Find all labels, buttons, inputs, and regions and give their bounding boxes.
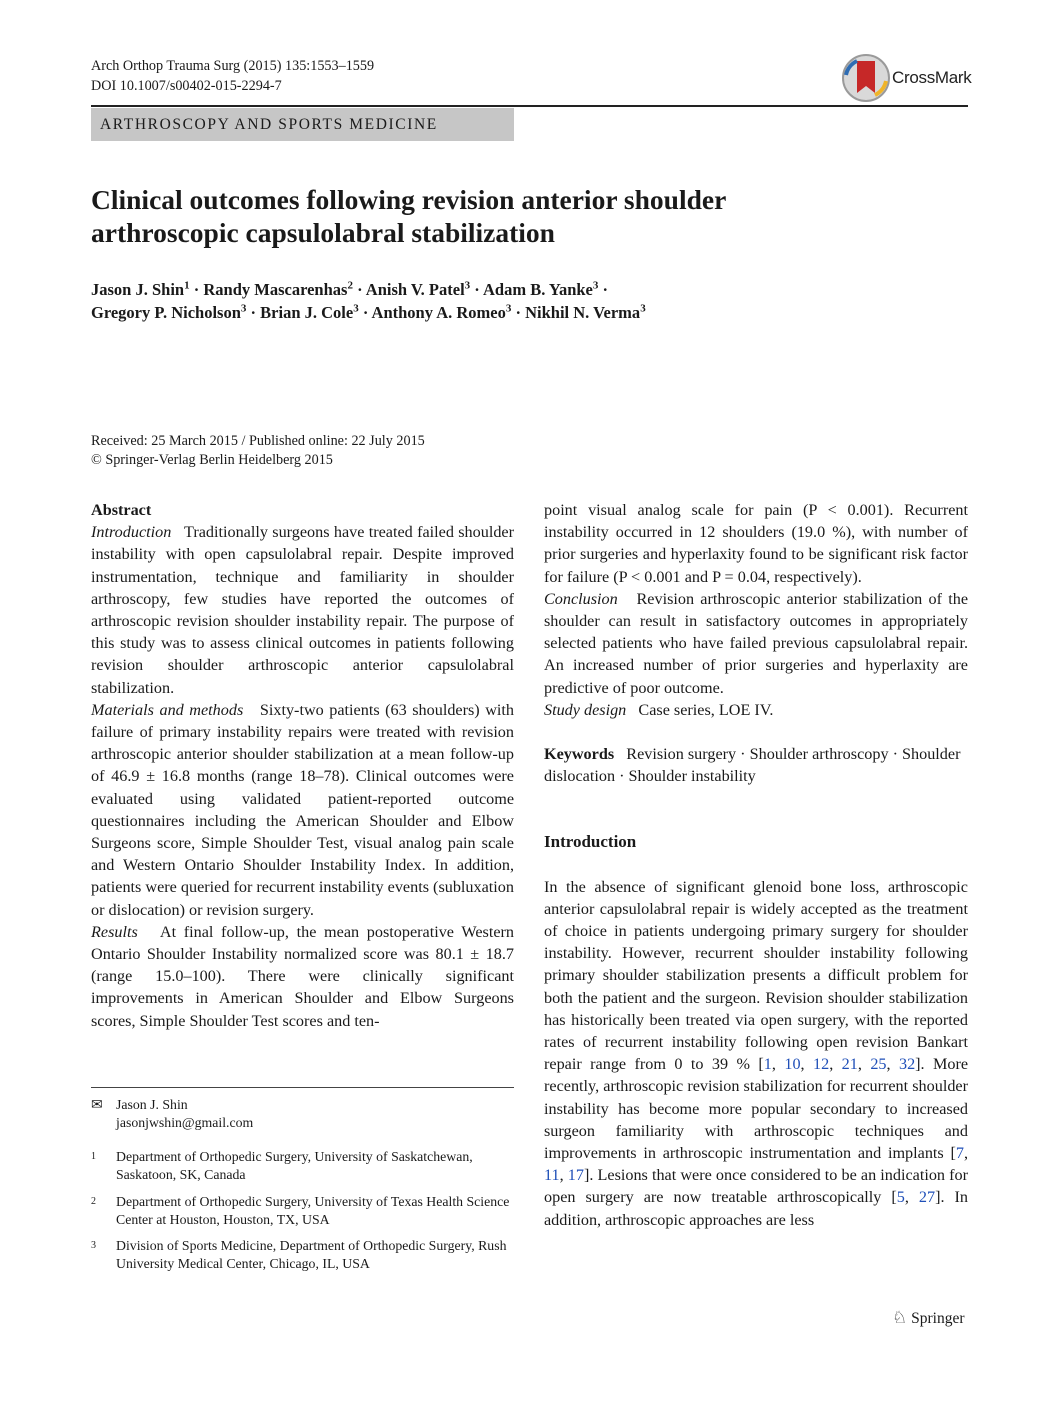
crossmark-label: CrossMark (892, 68, 972, 87)
received-date: Received: 25 March 2015 / Published online: 22 July 2015 (91, 433, 425, 449)
citation-link[interactable]: 5 (896, 1188, 905, 1207)
right-column (544, 499, 968, 1231)
abstract-left-column (91, 499, 514, 1032)
springer-horse-icon: ♘ (892, 1308, 908, 1327)
methods-label: Materials and methods (91, 700, 244, 719)
citation-link[interactable]: 21 (841, 1055, 858, 1074)
keywords-label: Keywords (544, 745, 615, 764)
author-affiliation-mark: 3 (592, 279, 599, 292)
affiliation-3 (0, 1237, 520, 1277)
citation-link[interactable]: 32 (898, 1055, 916, 1074)
citation-link[interactable]: 11 (544, 1166, 560, 1185)
author-affiliation-mark: 3 (505, 302, 512, 314)
author-affiliation-mark: 3 (464, 279, 471, 292)
keywords (544, 743, 968, 787)
header-rule (91, 105, 968, 107)
publication-dates (91, 432, 425, 470)
study-design-label: Study design (544, 700, 627, 719)
author-affiliation-mark: 3 (353, 302, 359, 314)
author-affiliation-mark: 1 (184, 279, 190, 292)
section-label: ARTHROSCOPY AND SPORTS MEDICINE (91, 108, 514, 141)
author-name[interactable]: Gregory P. Nicholson (91, 302, 241, 322)
publisher-logo (892, 1308, 965, 1328)
introduction-text: ]. More recently, arthroscopic revision stabilization for recurrent shoulder instability has become more popular secondary to increased surgeon familiarity with arthroscopic techniques and improvements in arthroscopic instrumentation and implants [ (544, 1055, 969, 1163)
citation-link[interactable]: 10 (784, 1055, 801, 1074)
envelope-icon: ✉ (91, 1098, 103, 1113)
results-label: Results (91, 922, 138, 941)
footnote-rule (91, 1087, 514, 1088)
affiliation-1 (0, 1148, 520, 1188)
author-affiliation-mark: 2 (347, 279, 353, 292)
contact-email[interactable]: jasonjwshin@gmail.com (116, 1115, 254, 1130)
results-continued: point visual analog scale for pain (P < 0.001). Recurrent instability occurred in 12 shoulders (19.0 %), with number of prior surgeries and hyperlaxity found to be significant risk factor for failure (P < 0.001 and P = 0.04, respectively). (544, 501, 968, 586)
abstract-conclusion (544, 588, 968, 699)
affiliation-text: Department of Orthopedic Surgery, University of Saskatchewan, Saskatoon, SK, Canada (116, 1149, 473, 1182)
citation-link[interactable]: 7 (955, 1144, 964, 1163)
author-name[interactable]: Anish V. Patel (365, 280, 465, 299)
copyright-notice: © Springer-Verlag Berlin Heidelberg 2015 (91, 452, 333, 468)
study-design-text: Case series, LOE IV. (638, 700, 774, 719)
introduction-heading: Introduction (544, 832, 637, 852)
affiliation-text: Division of Sports Medicine, Department of Orthopedic Surgery, Rush University Medical Center, Chicago, IL, USA (116, 1238, 507, 1271)
author-name[interactable]: Jason J. Shin (91, 280, 185, 299)
citation-link[interactable]: 12 (813, 1055, 830, 1074)
citation-link[interactable]: 25 (870, 1055, 887, 1074)
citation-link[interactable]: 1 (763, 1055, 772, 1074)
author-name[interactable]: Anthony A. Romeo (371, 302, 506, 322)
methods-text: Sixty-two patients (63 shoulders) with failure of primary instability repairs were treated with revision arthroscopic anterior shoulder stabilization at a mean follow-up of 46.9 ± 16.8 months (range 18–78). Clinical outcomes were evaluated using validated patient-reported outcome questionnaires including the American Shoulder and Elbow Surgeons score, Simple Shoulder Test, visual analog pain scale and Western Ontario Shoulder Instability Index. In addition, patients were queried for recurrent instability events (subluxation or dislocation) or revision surgery. (91, 700, 515, 919)
results-text: At final follow-up, the mean postoperative Western Ontario Shoulder Instability normalized score was 80.1 ± 18.7 (range 15.0–100). There were clinically significant improvements in American Shoulder and Elbow Surgeons scores, Simple Shoulder Test scores and ten- (91, 922, 514, 1030)
contact-name: Jason J. Shin (116, 1097, 188, 1112)
introduction-text: Traditionally surgeons have treated failed shoulder instability with open capsulolabral repair. Despite improved instrumentation, technique and familiarity in shoulder arthroscopy, few studies have reported the outcomes of arthroscopic revision shoulder instability repair. The purpose of this study was to assess clinical outcomes in patients following revision shoulder arthroscopic anterior capsulolabral stabilization. (91, 523, 514, 697)
journal-line: Arch Orthop Trauma Surg (2015) 135:1553–1559 (91, 58, 375, 74)
affiliation-2 (0, 1193, 520, 1233)
author-affiliation-mark: 3 (240, 302, 247, 314)
affiliation-text: Department of Orthopedic Surgery, University of Texas Health Science Center at Houston, Houston, TX, USA (116, 1194, 510, 1227)
conclusion-text: Revision arthroscopic anterior stabilization of the shoulder can result in satisfactory outcomes in appropriately selected patients who have failed previous capsulolabral repair. An increased number of prior surgeries and hyperlaxity are predictive of poor outcome. (544, 589, 969, 697)
keywords-text: Revision surgery · Shoulder arthroscopy · Shoulder dislocation · Shoulder instability (544, 745, 961, 786)
introduction-paragraph: In the absence of significant glenoid bone loss, arthroscopic anterior capsulolabral repair is widely accepted as the treatment of choice in patients undergoing primary surgery for shoulder instability. However, recurrent shoulder instability following primary shoulder stabilization presents a difficult problem for both the patient and the surgeon. Revision shoulder stabilization has historically been treated via open surgery, with the reported rates of recurrent instability following open revision Bankart repair range from 0 to 39 % [1, 10, 12, 21, 25, 32]. More recently, arthroscopic revision stabilization for recurrent shoulder instability has become more popular secondary to increased surgeon familiarity with arthroscopic techniques and improvements in arthroscopic instrumentation and implants [7, 11, 17]. Lesions that were once considered to be an indication for open surgery are now treatable arthroscopically [5, 27]. In addition, arthroscopic approaches are less (544, 877, 969, 1229)
author-list: Jason J. Shin$^1$ · Randy Mascarenhas$^2$ · Anish V. Patel$^3$ · Adam B. Yanke$^3$ · Gregory P. Nicholson$^3$ · Brian J. Cole$^3$ · Anthony A. Romeo$^3$ · Nikhil N. Verma$^3$ (91, 279, 646, 322)
introduction-text: In the absence of significant glenoid bone loss, arthroscopic anterior capsulolabral repair is widely accepted as the treatment of choice in patients undergoing primary surgery for shoulder instability. However, recurrent shoulder instability following primary shoulder stabilization presents a difficult problem for both the patient and the surgeon. Revision shoulder stabilization has historically been treated via open surgery, with the reported rates of recurrent instability following open revision Bankart repair range from 0 to 39 % [ (544, 877, 968, 1074)
conclusion-label: Conclusion (544, 589, 618, 608)
abstract-methods (91, 699, 514, 921)
crossmark-icon (841, 53, 891, 103)
abstract-introduction (91, 521, 514, 699)
author-name[interactable]: Randy Mascarenhas (203, 280, 348, 299)
article-title: Clinical outcomes following revision anterior shoulder arthroscopic capsulolabral stabilization (91, 184, 726, 248)
abstract-study-design (544, 699, 968, 721)
affiliation-number: 3 (91, 1240, 96, 1251)
author-name[interactable]: Brian J. Cole (260, 302, 354, 322)
introduction-text: ]. In addition, arthroscopic approaches are less (544, 1188, 968, 1229)
author-affiliation-mark: 3 (640, 302, 646, 314)
doi-line[interactable]: DOI 10.1007/s00402-015-2294-7 (91, 77, 282, 94)
affiliation-number: 2 (91, 1196, 96, 1207)
publisher-name: Springer (911, 1310, 965, 1327)
author-name[interactable]: Nikhil N. Verma (525, 302, 641, 322)
introduction-text: ]. Lesions that were once considered to be an indication for open surgery are now treatable arthroscopically [ (544, 1166, 969, 1207)
abstract-heading: Abstract (91, 501, 152, 519)
corresponding-author (0, 1096, 520, 1136)
journal-citation (91, 57, 374, 96)
citation-link[interactable]: 27 (918, 1188, 936, 1207)
introduction-label: Introduction (91, 523, 172, 542)
affiliation-number: 1 (91, 1151, 96, 1162)
abstract-results (91, 921, 514, 1032)
author-name[interactable]: Adam B. Yanke (483, 280, 593, 299)
citation-link[interactable]: 17 (567, 1166, 584, 1185)
